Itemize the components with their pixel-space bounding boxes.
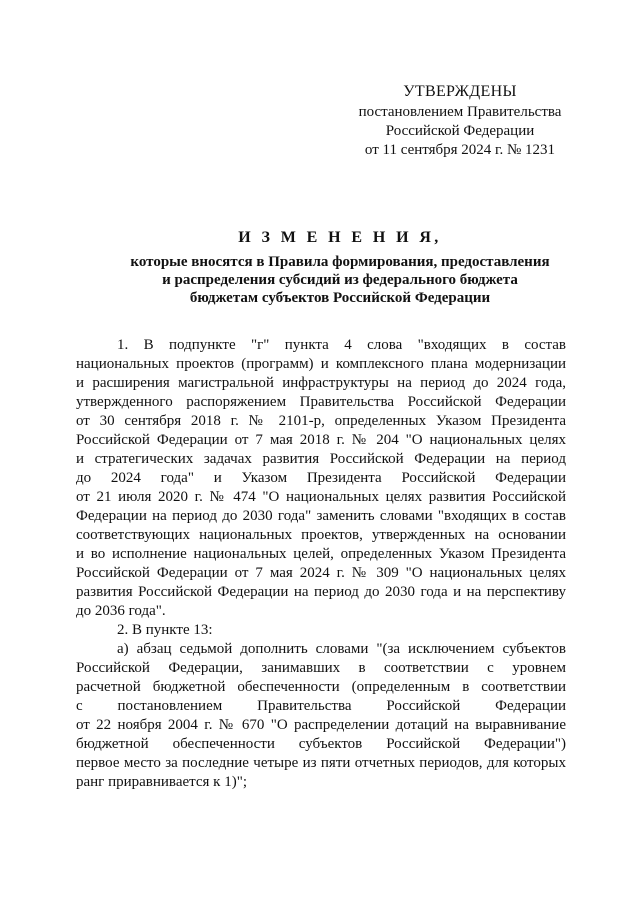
text-line: от 21 июля 2020 г. № 474 "О национальных целях развития Российской xyxy=(76,489,566,505)
text-line: а) абзац седьмой дополнить словами "(за исключением субъектов xyxy=(117,641,566,657)
text-line: и расширения магистральной инфраструктуры на период до 2024 года, xyxy=(76,375,566,391)
document-heading xyxy=(60,228,620,307)
text-line: первое место за последние четыре из пяти отчетных периодов, для которых xyxy=(76,755,566,771)
heading-line: и распределения субсидий из федерального бюджета xyxy=(162,272,518,288)
text-line: развития Российской Федерации на период до 2030 года и на перспективу xyxy=(76,584,566,600)
approval-line: Российской Федерации xyxy=(385,123,535,139)
text-line: Российской Федерации, занимавших в соответствии с уровнем xyxy=(76,660,566,676)
approval-line: постановлением Правительства xyxy=(358,104,562,120)
text-line: до 2036 года". xyxy=(76,603,166,619)
document-body xyxy=(76,336,566,792)
text-line: 1. В подпункте "г" пункта 4 слова "входящих в состав xyxy=(117,337,566,353)
heading-line: бюджетам субъектов Российской Федерации xyxy=(189,290,491,306)
text-line: ранг приравнивается к 1)"; xyxy=(76,774,248,790)
text-line: расчетной бюджетной обеспеченности (определенным в соответствии xyxy=(76,679,566,695)
text-line: 2. В пункте 13: xyxy=(117,622,213,638)
text-line: национальных проектов (программ) и комплексного плана модернизации xyxy=(76,356,566,372)
text-line: соответствующих национальных проектов, утвержденных на основании xyxy=(76,527,566,543)
text-line: Федерации на период до 2030 года" заменить словами "входящих в состав xyxy=(76,508,566,524)
text-line: утвержденного распоряжением Правительства Российской Федерации xyxy=(76,394,566,410)
text-line: Российской Федерации от 7 мая 2024 г. № 309 "О национальных целях xyxy=(76,565,566,581)
text-line: и во исполнение национальных целей, определенных Указом Президента xyxy=(76,546,566,562)
text-line: Российской Федерации от 7 мая 2018 г. № 204 "О национальных целях xyxy=(76,432,566,448)
text-line: от 22 ноября 2004 г. № 670 "О распределении дотаций на выравнивание xyxy=(76,717,566,733)
approval-title: УТВЕРЖДЕНЫ xyxy=(403,83,517,100)
text-line: от 30 сентября 2018 г. № 2101-р, определенных Указом Президента xyxy=(76,413,566,429)
approval-block xyxy=(330,82,590,160)
heading-line: которые вносятся в Правила формирования, предоставления xyxy=(130,254,550,270)
text-line: и стратегических задачах развития Российской Федерации на период xyxy=(76,451,566,467)
heading-title: И З М Е Н Е Н И Я, xyxy=(238,229,442,246)
approval-date-line: от 11 сентября 2024 г. № 1231 xyxy=(364,142,556,158)
text-line: до 2024 года" и Указом Президента Российской Федерации xyxy=(76,470,566,486)
text-line: с постановлением Правительства Российской Федерации xyxy=(76,698,566,714)
text-line: бюджетной обеспеченности субъектов Российской Федерации") xyxy=(76,736,566,752)
